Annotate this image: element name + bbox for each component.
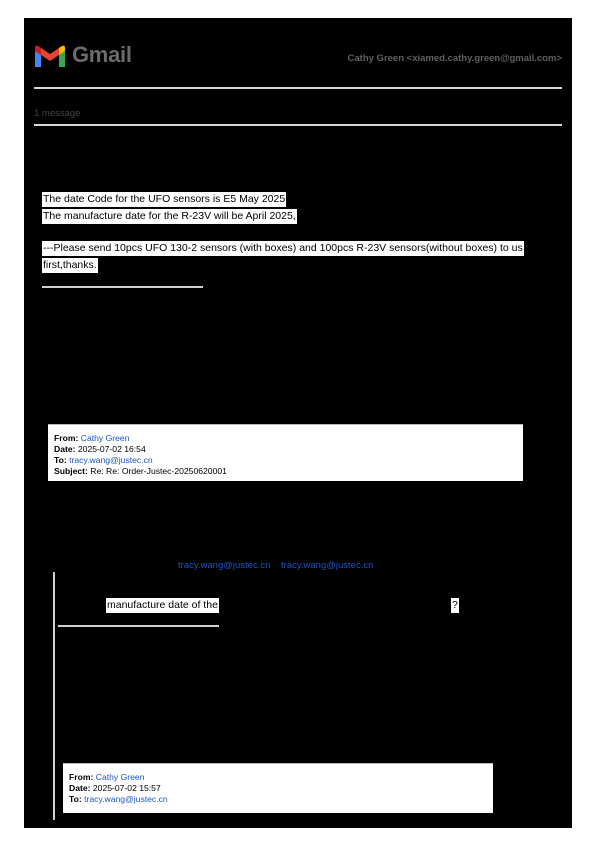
quoted-header-2 [63, 763, 493, 813]
quoted-from-row: From: Cathy Green [54, 433, 130, 443]
email-print-page [24, 18, 572, 828]
quoted2-to-row: To: tracy.wang@justec.cn [69, 794, 168, 804]
gmail-logo-icon [33, 45, 67, 69]
body-line-manufacture-date: The manufacture date for the R-23V will be April 2025, [43, 210, 296, 222]
quoted-header-1 [48, 424, 523, 481]
quoted2-to-link[interactable]: tracy.wang@justec.cn [84, 794, 168, 804]
quoted-signature-separator [58, 625, 219, 627]
quoted-text-fragment: manufacture date of the [107, 599, 218, 611]
signature-separator [42, 286, 203, 288]
header-divider [34, 87, 562, 89]
email-links-row [178, 560, 381, 571]
quoted-to-row: To: tracy.wang@justec.cn [54, 455, 153, 465]
sender-address: Cathy Green <xiamed.cathy.green@gmail.com> [347, 53, 562, 64]
email-link-1[interactable]: tracy.wang@justec.cn [178, 560, 271, 571]
thread-divider [34, 124, 562, 126]
quote-bar [53, 572, 55, 820]
quoted-from-link[interactable]: Cathy Green [80, 433, 130, 443]
quoted2-from-row: From: Cathy Green [69, 772, 145, 782]
message-count: 1 message [34, 108, 81, 119]
body-line-thanks: first,thanks. [43, 259, 97, 271]
email-link-2[interactable]: tracy.wang@justec.cn [281, 560, 374, 571]
quoted-to-link[interactable]: tracy.wang@justec.cn [69, 455, 153, 465]
body-line-date-code: The date Code for the UFO sensors is E5 May 2025 [43, 193, 286, 205]
quoted2-from-link[interactable]: Cathy Green [95, 772, 145, 782]
body-line-order-request: ---Please send 10pcs UFO 130-2 sensors (with boxes) and 100pcs R-23V sensors(without boxes) to us [43, 242, 523, 254]
quoted-date-row: Date: 2025-07-02 16:54 [54, 444, 146, 454]
quoted-question-mark: ? [452, 599, 458, 611]
gmail-wordmark: Gmail [72, 42, 132, 67]
quoted2-date-row: Date: 2025-07-02 15:57 [69, 783, 161, 793]
quoted-subject-row: Subject: Re: Re: Order-Justec-20250620001 [54, 466, 227, 476]
